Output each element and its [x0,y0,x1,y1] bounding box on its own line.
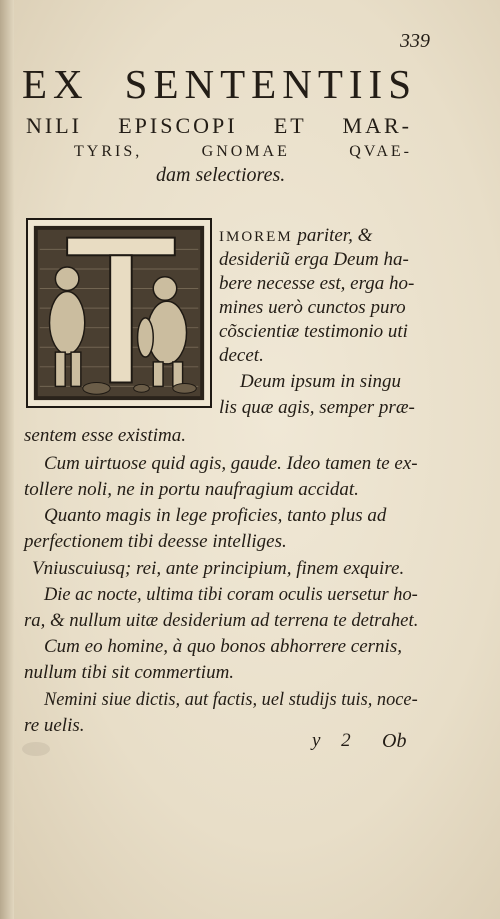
text-line: re uelis. [24,715,85,736]
signature-mark: y 2 [312,730,359,751]
page-number: 339 [400,30,430,52]
text-line: perfectionem tibi deesse intelliges. [24,531,287,552]
page-gutter [0,0,14,919]
text-line: Die ac nocte, ultima tibi coram oculis uersetur ho- [44,584,418,605]
title-line-3: TYRIS, GNOMAE QVAE- [74,143,412,160]
text-line: tollere noli, ne in portu naufragium accidat. [24,479,359,500]
text-line: cõscientiæ testimonio uti [219,321,408,342]
title-line-4: dam selectiores. [156,164,286,186]
text-line: Vniuscuiusq; rei, ante principium, finem exquire. [32,558,405,579]
text-line: sentem esse existima. [24,425,186,446]
text-line: bere necesse est, erga ho- [219,273,415,294]
text-line: lis quæ agis, semper præ- [219,397,415,418]
text-line: nullum tibi sit commertium. [24,662,235,683]
text-line: Cum eo homine, à quo bonos abhorrere cernis, [44,636,402,657]
text-line [219,224,372,249]
text-line: Deum ipsum in singu [240,371,401,392]
paper-stain [22,742,50,756]
text-line: ra, & nullum uitæ desiderium ad terrena te detrahet. [24,610,419,631]
text-line: Quanto magis in lege proficies, tanto plus ad [44,505,387,526]
text-line: decet. [219,345,264,366]
text-line: Cum uirtuose quid agis, gaude. Ideo tamen te ex- [44,453,418,474]
catchword: Ob [382,730,407,752]
title-line-2: NILI EPISCOPI ET MAR- [26,113,412,138]
text-line-rest: pariter, & [292,225,373,246]
opening-word-caps: IMOREM [219,229,293,245]
text-line: mines uerò cunctos puro [219,297,406,318]
woodcut-initial-t-illustration [28,220,210,406]
decorated-initial-woodcut [26,218,212,408]
title-line-1: EX SENTENTIIS [22,61,417,107]
text-line: Nemini siue dictis, aut factis, uel studijs tuis, noce- [44,689,418,710]
text-line: desideriũ erga Deum ha- [219,249,409,270]
